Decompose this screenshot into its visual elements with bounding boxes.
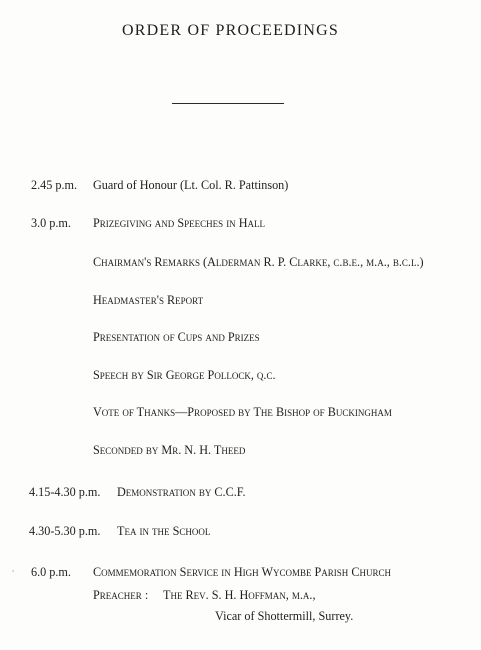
preacher-name: The Rev. S. H. Hoffman, m.a., [163,588,316,602]
item-text: Tea in the School [117,524,211,538]
item-text: Presentation of Cups and Prizes [93,330,260,344]
item-text: Chairman's Remarks (Alderman R. P. Clarke, c.b.e., m.a., b.c.l.) [93,255,424,269]
title-divider [172,103,284,104]
item-text: Speech by Sir George Pollock, q.c. [93,368,276,382]
item-text: Vote of Thanks—Proposed by The Bishop of Buckingham [93,405,392,419]
preacher-detail: Vicar of Shottermill, Surrey. [215,609,354,623]
page-title: ORDER OF PROCEEDINGS [122,22,339,39]
item-time: 3.0 p.m. [31,216,71,230]
item-time: 2.45 p.m. [31,178,78,192]
item-text: Headmaster's Report [93,293,204,307]
item-time: 4.30-5.30 p.m. [29,524,101,538]
item-text: Seconded by Mr. N. H. Theed [93,443,246,457]
scan-speck: , [12,563,15,573]
preacher-label: Preacher : [93,588,149,602]
item-text: Guard of Honour (Lt. Col. R. Pattinson) [93,178,289,192]
item-time: 4.15-4.30 p.m. [29,485,101,499]
item-time: 6.0 p.m. [31,565,71,579]
item-text: Demonstration by C.C.F. [117,485,246,499]
item-text: Commemoration Service in High Wycombe Parish Church [93,565,391,579]
item-text: Prizegiving and Speeches in Hall [93,216,266,230]
